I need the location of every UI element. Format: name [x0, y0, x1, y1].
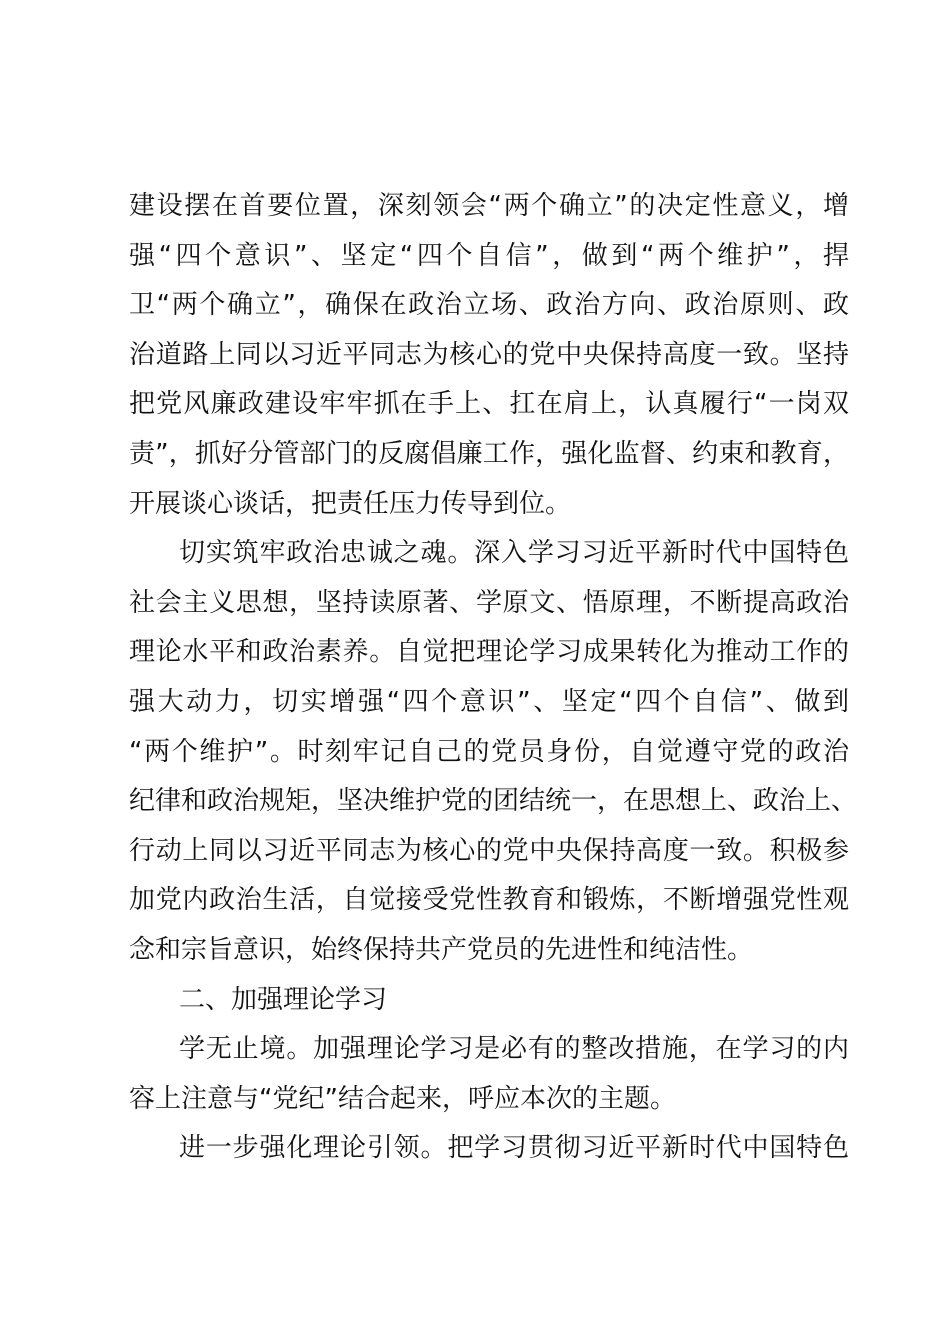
text-line: 念和宗旨意识，始终保持共产党员的先进性和纯洁性。 — [129, 934, 754, 965]
text-line: 强“四个意识”、坚定“四个自信”，做到“两个维护”，捍 — [129, 240, 849, 271]
text-line: 进一步强化理论引领。把学习贯彻习近平新时代中国特色 — [179, 1133, 849, 1164]
text-line: “两个维护”。时刻牢记自己的党员身份，自觉遵守党的政治 — [129, 736, 849, 767]
text-line: 社会主义思想，坚持读原著、学原文、悟原理，不断提高政治 — [129, 587, 849, 618]
text-line: 开展谈心谈话，把责任压力传导到位。 — [129, 488, 572, 519]
text-line: 把党风廉政建设牢牢抓在手上、扛在肩上，认真履行“一岗双 — [129, 389, 849, 420]
text-line: 强大动力，切实增强“四个意识”、坚定“四个自信”、做到 — [129, 686, 849, 717]
text-line: 理论水平和政治素养。自觉把理论学习成果转化为推动工作的 — [129, 637, 849, 668]
text-line: 纪律和政治规矩，坚决维护党的团结统一，在思想上、政治上、 — [129, 786, 858, 817]
text-line: 治道路上同以习近平同志为核心的党中央保持高度一致。坚持 — [129, 339, 849, 370]
text-line: 建设摆在首要位置，深刻领会“两个确立”的决定性意义，增 — [129, 191, 849, 221]
text-line: 容上注意与“党纪”结合起来，呼应本次的主题。 — [129, 1083, 676, 1114]
text-line: 卫“两个确立”，确保在政治立场、政治方向、政治原则、政 — [129, 290, 849, 321]
body-text — [129, 182, 858, 1174]
section-heading: 二、加强理论学习 — [179, 984, 388, 1015]
text-line: 学无止境。加强理论学习是必有的整改措施，在学习的内 — [179, 1034, 849, 1065]
text-line: 行动上同以习近平同志为核心的党中央保持高度一致。积极参 — [129, 835, 849, 866]
text-line: 加党内政治生活，自觉接受党性教育和锻炼，不断增强党性观 — [129, 885, 849, 916]
paragraph-heading-line: 切实筑牢政治忠诚之魂。深入学习习近平新时代中国特色 — [179, 538, 849, 569]
text-line: 责”，抓好分管部门的反腐倡廉工作，强化监督、约束和教育， — [129, 438, 849, 469]
